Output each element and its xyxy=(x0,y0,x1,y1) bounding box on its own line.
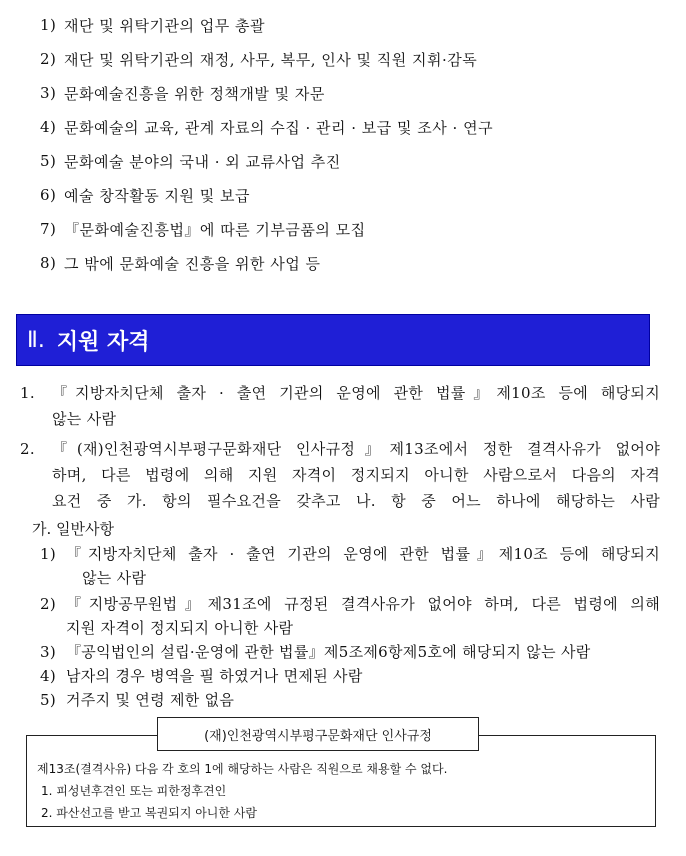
item-text: 『지방자치단체 출자 · 출연 기관의 운영에 관한 법률』제10조 등에 해당되지 xyxy=(66,545,660,563)
regulation-box-title: (재)인천광역시부평구문화재단 인사규정 xyxy=(157,717,479,751)
qualification-item xyxy=(20,380,660,432)
item-text-continued: 요건 중 가. 항의 필수요건을 갖추고 나. 항 중 어느 하나에 해당하는 사람 xyxy=(52,492,660,510)
item-text: 재단 및 위탁기관의 재정, 사무, 복무, 인사 및 직원 지휘·감독 xyxy=(64,50,478,69)
item-text: 『문화예술진흥법』에 따른 기부금품의 모집 xyxy=(64,220,366,239)
general-item xyxy=(40,640,660,664)
item-number: 2) xyxy=(40,50,57,68)
item-number: 7) xyxy=(40,220,57,238)
regulation-item: 1. 피성년후견인 또는 피한정후견인 xyxy=(41,784,227,798)
regulation-article: 제13조(결격사유) 다음 각 호의 1에 해당하는 사람은 직원으로 채용할 수 없다. xyxy=(37,762,448,776)
item-text: 재단 및 위탁기관의 업무 총괄 xyxy=(64,16,265,35)
item-text: 그 밖에 문화예술 진흥을 위한 사업 등 xyxy=(64,254,321,273)
list-item xyxy=(40,144,670,178)
item-number: 1. xyxy=(20,384,35,402)
item-text: 『(재)인천광역시부평구문화재단 인사규정』제13조에서 정한 결격사유가 없어야 xyxy=(52,440,660,458)
list-item xyxy=(40,8,670,42)
item-number: 2) xyxy=(40,595,56,613)
item-text: 『지방자치단체 출자 · 출연 기관의 운영에 관한 법률』제10조 등에 해당되지 xyxy=(52,384,660,402)
list-item xyxy=(40,212,670,246)
item-number: 4) xyxy=(40,118,57,136)
item-text: 『공익법인의 설립·운영에 관한 법률』제5조제6항제5호에 해당되지 않는 사람 xyxy=(66,643,591,661)
list-item xyxy=(40,42,670,76)
item-text: 『지방공무원법』제31조에 규정된 결격사유가 없어야 하며, 다른 법령에 의해 xyxy=(66,595,660,613)
section-banner xyxy=(16,314,650,366)
item-number: 1) xyxy=(40,16,57,34)
item-text: 예술 창작활동 지원 및 보급 xyxy=(64,186,250,205)
general-item xyxy=(40,542,660,590)
item-number: 5) xyxy=(40,152,57,170)
item-number: 4) xyxy=(40,667,56,685)
item-text: 문화예술진흥을 위한 정책개발 및 자문 xyxy=(64,84,325,103)
subsection-title: 가. 일반사항 xyxy=(32,520,114,538)
list-item xyxy=(40,76,670,110)
item-number: 1) xyxy=(40,545,56,563)
item-text: 남자의 경우 병역을 필 하였거나 면제된 사람 xyxy=(66,667,363,685)
section-title: 지원 자격 xyxy=(56,329,150,355)
item-number: 5) xyxy=(40,691,56,709)
duties-list xyxy=(40,8,670,280)
item-text: 문화예술 분야의 국내 · 외 교류사업 추진 xyxy=(64,152,341,171)
item-text-continued: 하며, 다른 법령에 의해 지원 자격이 정지되지 아니한 사람으로서 다음의 자격 xyxy=(52,466,660,484)
item-text-continued: 않는 사람 xyxy=(82,569,147,587)
item-number: 3) xyxy=(40,643,56,661)
general-item xyxy=(40,688,660,712)
item-number: 3) xyxy=(40,84,57,102)
list-item xyxy=(40,178,670,212)
regulation-item: 2. 파산선고를 받고 복권되지 아니한 사람 xyxy=(41,806,257,820)
item-text-continued: 지원 자격이 정지되지 아니한 사람 xyxy=(66,619,294,637)
list-item xyxy=(40,110,670,144)
general-item xyxy=(40,664,660,688)
general-item xyxy=(40,592,660,640)
item-text-continued: 않는 사람 xyxy=(52,410,117,428)
section-number: Ⅱ. xyxy=(27,327,45,353)
item-number: 6) xyxy=(40,186,57,204)
qualification-item xyxy=(20,436,660,514)
item-number: 2. xyxy=(20,440,35,458)
item-text: 문화예술의 교육, 관계 자료의 수집 · 관리 · 보급 및 조사 · 연구 xyxy=(64,118,494,137)
item-number: 8) xyxy=(40,254,57,272)
list-item xyxy=(40,246,670,280)
item-text: 거주지 및 연령 제한 없음 xyxy=(66,691,235,709)
